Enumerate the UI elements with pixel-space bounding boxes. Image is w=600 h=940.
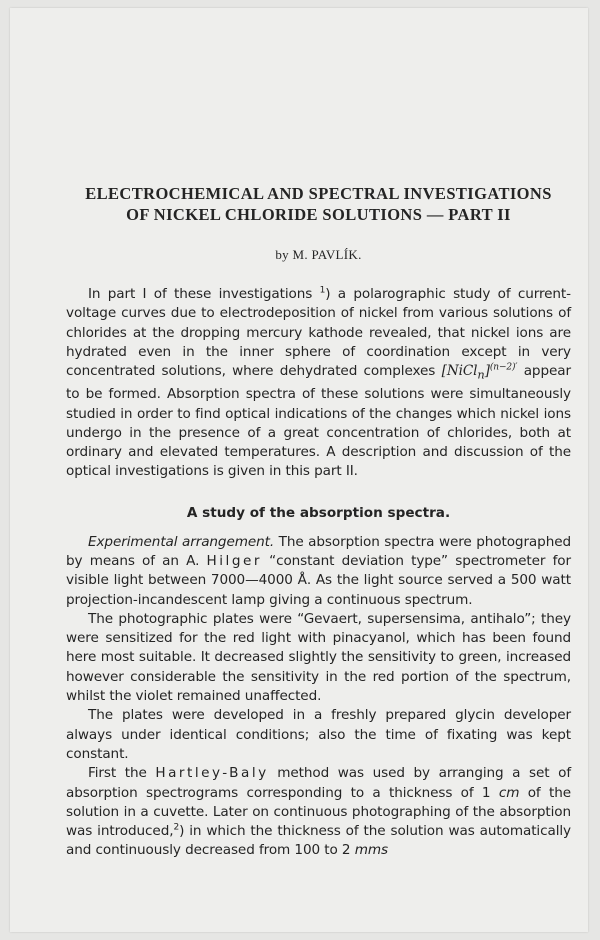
paragraph-plates: The photographic plates were “Gevaert, supersensima, antihalo”; they were sensitized for the red light with pinacyanol, which has been found here most suitable. It decreased slightly the sensitivity to green, increased however considerable the sensitivity in the red portion of the spectrum, whilst the violet remained unaffected. bbox=[66, 610, 571, 705]
complex-formula: [NiCl$_n$]$^{(n-2)'}$ bbox=[441, 362, 518, 382]
title-line-2: OF NICKEL CHLORIDE SOLUTIONS — PART II bbox=[126, 205, 511, 224]
unit-cm: cm bbox=[498, 784, 520, 801]
article bbox=[66, 183, 571, 861]
title-line-1: ELECTROCHEMICAL AND SPECTRAL INVESTIGATIONS bbox=[85, 184, 552, 203]
footnote-ref-1: 1 bbox=[319, 285, 326, 296]
page bbox=[10, 8, 588, 932]
section-heading: A study of the absorption spectra. bbox=[186, 504, 451, 521]
intro-paragraph bbox=[66, 285, 571, 482]
paragraph-experimental: Experimental arrangement. The absorption spectra were photographed by means of an A. Hilger “constant deviation type” spectrometer for visible light between 7000—4000 Å. As the light source served a 500 watt projection-incandescent lamp giving a continuous spectrum. bbox=[66, 533, 571, 608]
intro-text-2: ) a polarographic study of current-voltage curves due to electrodeposition of nickel from various solutions of chlorides at the dropping mercury kathode revealed, that nickel ions are hydrated even in the inner sphere of coordination except in very concentrated solutions, where dehydrated complexes bbox=[66, 286, 571, 380]
author-byline: by M. PAVLÍK. bbox=[275, 247, 362, 262]
paragraph-developer: The plates were developed in a freshly prepared glycin developer always under identical conditions; also the time of fixating was kept constant. bbox=[66, 707, 571, 762]
footnote-ref-2: 2 bbox=[173, 822, 180, 833]
article-title bbox=[66, 183, 571, 225]
paragraph-method: First the Hartley-Baly method was used by arranging a set of absorption spectrograms corresponding to a thickness of 1 cm of the solution in a cuvette. Later on continuous photographing of the absorption was introduced,$^2$) in which the thickness of the solution was automatically and continuously decreased from 100 to 2 mms bbox=[66, 765, 572, 859]
name-hilger: Hilger bbox=[206, 552, 262, 569]
unit-mms: mms bbox=[354, 842, 388, 859]
intro-text-1: In part I of these investigations bbox=[88, 286, 313, 302]
intro-text-3: appear to be formed. Absorption spectra of these solutions were simultaneously studied in order to find optical indications of the changes which nickel ions undergo in the presence of a great concentration of chlorides, both at ordinary and elevated temperatures. A description and discussion of the optical investigations is given in this part II. bbox=[66, 363, 571, 480]
name-hartley-baly: Hartley-Baly bbox=[155, 765, 269, 782]
paragraph-lead: Experimental arrangement. bbox=[88, 533, 275, 550]
